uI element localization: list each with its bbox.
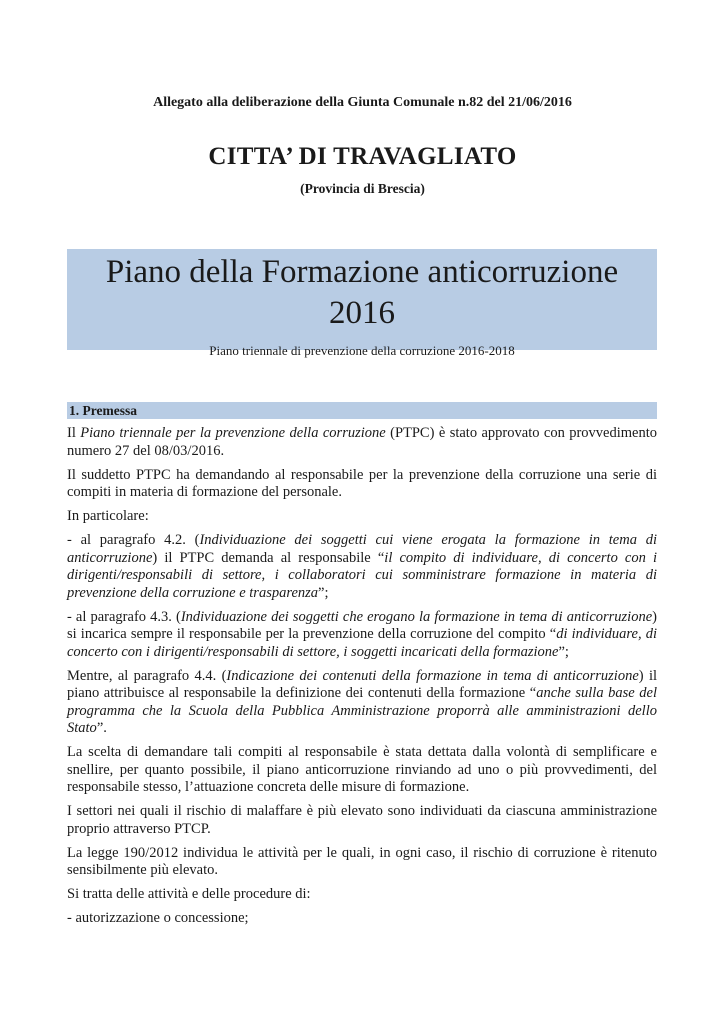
section-body [67,425,657,928]
paragraph-7: La scelta di demandare tali compiti al responsabile è stata dettata dalla volontà di semplificare e snellire, per quanto possibile, il piano anticorruzione rinviando ad uno o più provvedimenti, del responsabile stesso, l’attuazione concreta delle misure di formazione. [67,744,657,795]
text-run: ) il PTPC demanda al responsabile “ [152,549,385,566]
text-run: - al paragrafo 4.2. ( [67,532,200,548]
title-box [67,249,657,358]
attachment-note: Allegato alla deliberazione della Giunta Comunale n.82 del 21/06/2016 [153,95,572,110]
city-title: CITTA’ DI TRAVAGLIATO [208,143,517,170]
italic-run: Individuazione dei soggetti cui viene erogata la formazione in tema di anticorruzione [67,532,657,566]
text-run: - al paragrafo 4.3. ( [67,608,181,625]
section-heading: 1. Premessa [67,402,657,419]
text-run: ”. [96,720,107,736]
plan-title-line2: 2016 [329,295,395,331]
province-subtitle: (Provincia di Brescia) [300,181,425,196]
paragraph-5 [67,609,657,662]
italic-run: anche sulla base del programma che la Scuola della Pubblica Amministrazione proporrà alle amministrazioni dello Stato [67,685,657,736]
text-run: ”; [558,643,569,660]
italic-run: Piano triennale per la prevenzione della corruzione [80,425,386,441]
paragraph-3: In particolare: [67,508,149,524]
text-run: (PTPC) è stato approvato con provvedimento numero 27 del 08/03/2016. [67,425,658,459]
italic-run: Indicazione dei contenuti della formazione in tema di anticorruzione [226,667,639,684]
italic-run: il compito di individuare, di concerto con i dirigenti/responsabili di settore, i collaboratori cui somministrare formazione in materia di prevenzione della corruzione e trasparenza [67,549,657,601]
paragraph-10: Si tratta delle attività e delle procedure di: [67,886,311,902]
paragraph-11: - autorizzazione o concessione; [67,910,249,926]
paragraph-4 [67,532,657,602]
text-run: Mentre, al paragrafo 4.4. ( [67,667,227,684]
paragraph-1 [67,425,657,460]
plan-subtitle: Piano triennale di prevenzione della corruzione 2016-2018 [209,343,515,358]
paragraph-2: Il suddetto PTPC ha demandando al responsabile per la prevenzione della corruzione una serie di compiti in materia di formazione del personale. [67,466,657,500]
text-run: ) il piano attribuisce al responsabile la definizione dei contenuti della formazione “ [67,667,657,701]
italic-run: Individuazione dei soggetti che erogano la formazione in tema di anticorruzione [180,608,653,625]
text-run: ) si incarica sempre il responsabile per la prevenzione della corruzione del compito “ [67,608,657,642]
text-run: Il [67,425,81,441]
paragraph-9: La legge 190/2012 individua le attività per le quali, in ogni caso, il rischio di corruzione è ritenuto sensibilmente più elevato. [67,844,657,878]
plan-title-line1: Piano della Formazione anticorruzione [105,254,619,290]
italic-run: di individuare, di concerto con i dirigenti/responsabili di settore, i soggetti incaricati della formazione [67,626,657,660]
paragraph-8: I settori nei quali il rischio di malaffare è più elevato sono individuati da ciascuna amministrazione proprio attraverso PTCP. [67,803,657,837]
text-run: ”; [318,584,329,601]
paragraph-6 [67,668,657,738]
